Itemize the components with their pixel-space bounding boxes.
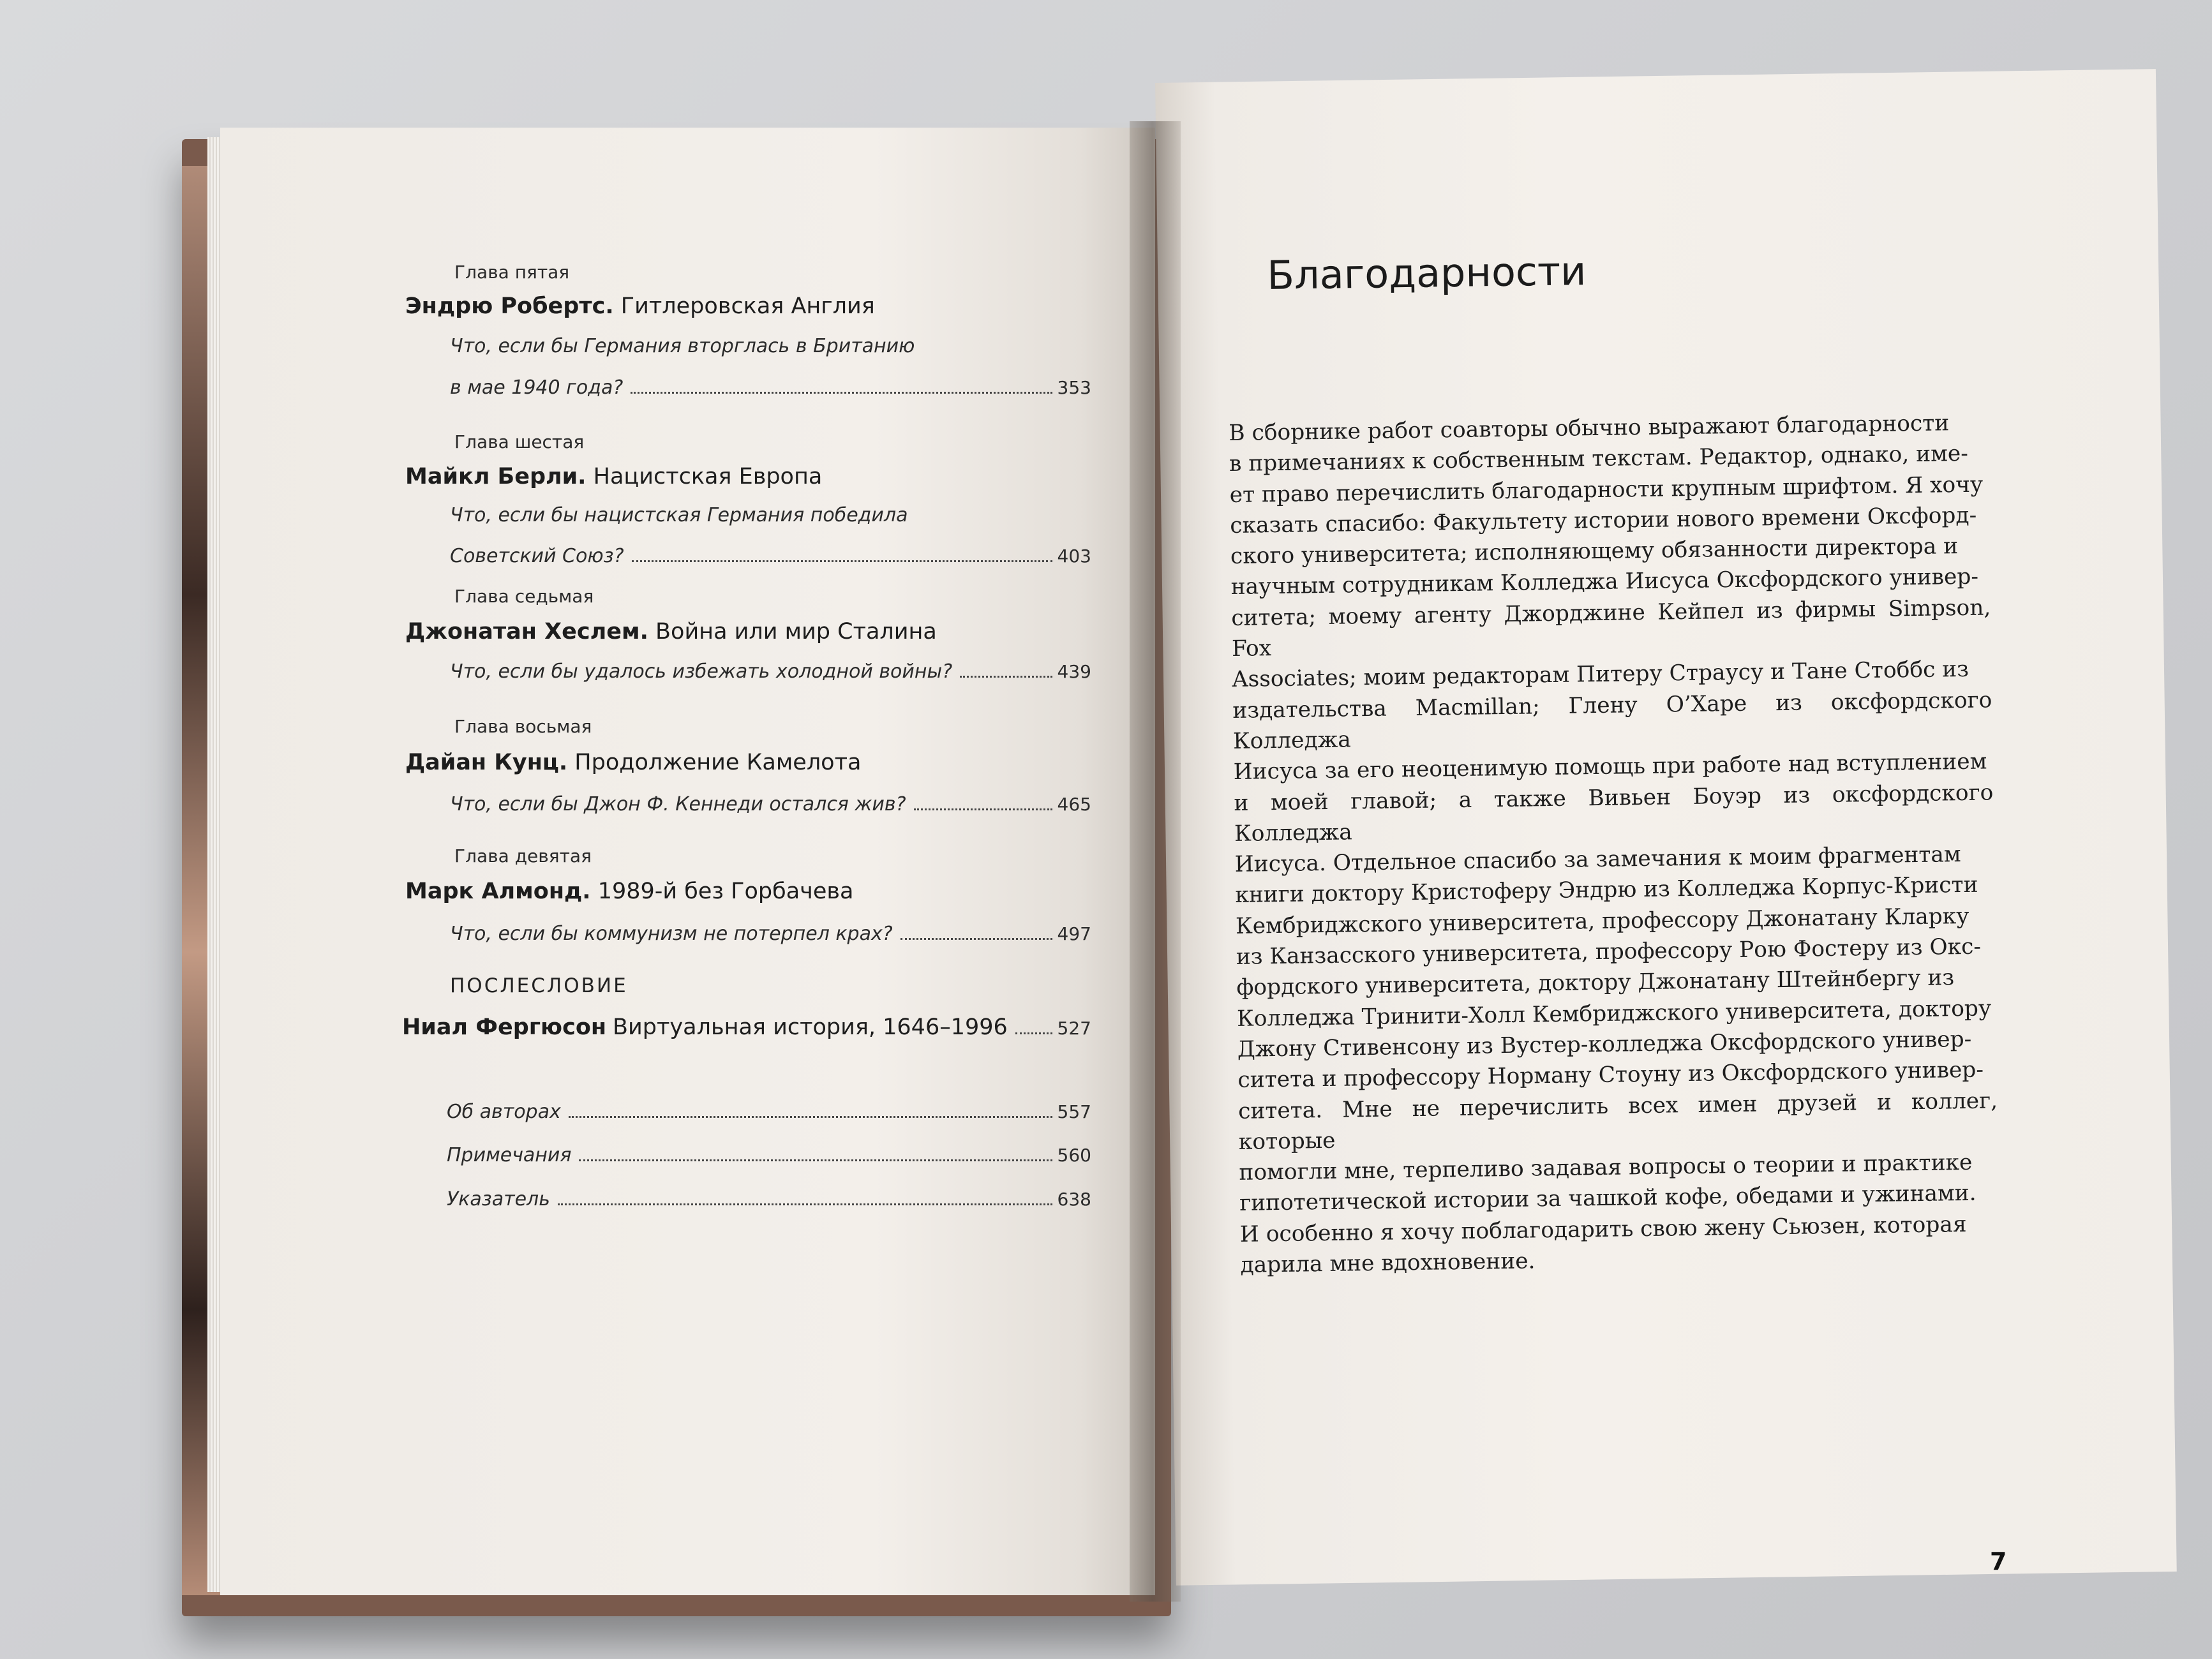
text-line: ситета. Мне не перечислить всех имен друзей и коллег, которые (1237, 1087, 1998, 1155)
chapter-heading (405, 294, 875, 319)
chapter-author: Майкл Берли. (405, 464, 587, 489)
chapter-author: Марк Алмонд. (405, 879, 591, 904)
text-line: ет право перечислить благодарности крупным шрифтом. Я хочу (1229, 472, 1984, 508)
leader-dots (579, 1159, 1052, 1161)
leader-dots (1015, 1032, 1052, 1034)
text-line: Джону Стивенсону из Вустер-колледжа Оксфордского универ- (1237, 1026, 1972, 1062)
afterword-title: Виртуальная история, 1646–1996 (613, 1015, 1008, 1040)
back-matter-label: Указатель (447, 1188, 550, 1210)
acknowledgements-text (1229, 407, 2000, 1281)
leader-dots (631, 392, 1052, 394)
afterword-label: ПОСЛЕСЛОВИЕ (450, 974, 628, 997)
text-line: научным сотрудникам Колледжа Иисуса Оксфордского универ- (1230, 564, 1979, 600)
chapter-question: Что, если бы Джон Ф. Кеннеди остался жив? (450, 793, 906, 815)
text-line: книги доктору Кристоферу Эндрю из Колледжа Корпус-Кристи (1235, 872, 1978, 909)
text-line: В сборнике работ соавторы обычно выражают благодарности (1229, 410, 1950, 446)
toc-entry[interactable] (450, 923, 1091, 945)
chapter-title: Продолжение Камелота (574, 750, 862, 775)
text-line: из Канзасского университета, профессору Рою Фостеру из Окс- (1236, 934, 1982, 970)
toc-entry[interactable] (450, 660, 1091, 683)
text-line: ситета; моему агенту Джорджине Кейпел из фирмы Simpson, Fox (1231, 595, 1991, 662)
chapter-label: Глава шестая (454, 431, 585, 452)
text-line: Иисуса. Отдельное спасибо за замечания к моим фрагментам (1234, 842, 1961, 878)
chapter-label: Глава восьмая (454, 716, 592, 737)
page-ref: 638 (1057, 1189, 1091, 1210)
page-ref: 527 (1057, 1018, 1091, 1039)
chapter-question: в мае 1940 года? (450, 376, 624, 399)
back-matter-label: Об авторах (447, 1101, 561, 1123)
page-ref: 465 (1057, 794, 1091, 815)
afterword-author: Ниал Фергюсон (402, 1015, 607, 1040)
text-line: Кембриджского университета, профессору Джонатану Кларку (1235, 903, 1969, 939)
page-number: 7 (1990, 1547, 2007, 1575)
text-line: ского университета; исполняющему обязанности директора и (1230, 533, 1959, 570)
chapter-title: Нацистская Европа (593, 464, 823, 489)
text-line: гипотетической истории за чашкой кофе, обедами и ужинами. (1239, 1180, 1977, 1217)
chapter-question: Что, если бы коммунизм не потерпел крах? (450, 923, 893, 945)
page-ref: 353 (1057, 377, 1091, 398)
toc-entry-afterword[interactable] (402, 1015, 1091, 1040)
page-heading: Благодарности (1267, 248, 1587, 299)
chapter-author: Джонатан Хеслем. (405, 619, 648, 644)
toc-entry[interactable] (450, 793, 1091, 815)
chapter-heading (405, 619, 937, 644)
leader-dots (558, 1203, 1052, 1205)
page-ref: 403 (1057, 546, 1091, 567)
leader-dots (960, 676, 1052, 678)
toc-entry[interactable] (450, 376, 1091, 399)
text-line: и моей главой; а также Вивьен Боуэр из оксфордского Колледжа (1234, 779, 1994, 847)
page-ref: 439 (1057, 661, 1091, 682)
page-ref: 560 (1057, 1145, 1091, 1166)
chapter-question: Советский Союз? (450, 545, 624, 567)
text-line: И особенно я хочу поблагодарить свою жену Сьюзен, которая (1239, 1211, 1967, 1247)
text-line: дарила мне вдохновение. (1240, 1248, 1536, 1278)
chapter-title: Гитлеровская Англия (620, 294, 875, 319)
text-line: Иисуса за его неоценимую помощь при работе над вступлением (1233, 748, 1987, 785)
chapter-author: Дайан Кунц. (405, 750, 568, 775)
text-line: фордского университета, доктору Джонатану Штейнбергу из (1236, 965, 1955, 1001)
text-line: Associates; моим редакторам Питеру Страусу и Тане Стоббс из (1232, 657, 1969, 693)
chapter-label: Глава пятая (454, 262, 570, 283)
leader-dots (632, 560, 1052, 562)
leader-dots (900, 938, 1052, 940)
leader-dots (569, 1116, 1052, 1118)
chapter-label: Глава девятая (454, 845, 592, 867)
text-line: сказать спасибо: Факультету истории нового времени Оксфорд- (1230, 502, 1977, 539)
toc-entry-back-matter[interactable] (447, 1144, 1091, 1166)
toc-entry[interactable] (450, 545, 1091, 567)
chapter-heading (405, 464, 822, 489)
chapter-question: Что, если бы удалось избежать холодной войны? (450, 660, 953, 683)
chapter-author: Эндрю Робертс. (405, 294, 614, 319)
chapter-title: Война или мир Сталина (655, 619, 937, 644)
text-line: в примечаниях к собственным текстам. Редактор, однако, име- (1229, 441, 1969, 477)
page-ref: 497 (1057, 923, 1091, 944)
chapter-heading (405, 879, 853, 904)
text-line: Колледжа Тринити-Холл Кембриджского университета, доктору (1236, 995, 1992, 1032)
toc-entry-back-matter[interactable] (447, 1101, 1091, 1123)
leader-dots (914, 808, 1052, 810)
toc-entry-back-matter[interactable] (447, 1188, 1091, 1210)
page-ref: 557 (1057, 1101, 1091, 1122)
chapter-question: Что, если бы Германия вторглась в Британию (450, 335, 915, 357)
chapter-title: 1989-й без Горбачева (597, 879, 854, 904)
chapter-heading (405, 750, 861, 775)
text-line: помогли мне, терпеливо задавая вопросы о теории и практике (1239, 1149, 1973, 1186)
back-matter-label: Примечания (447, 1144, 572, 1166)
text-line: издательства Macmillan; Глену О’Харе из оксфордского Колледжа (1232, 687, 1992, 754)
chapter-label: Глава седьмая (454, 586, 594, 607)
chapter-question: Что, если бы нацистская Германия победила (450, 504, 908, 526)
text-line: ситета и профессору Норману Стоуну из Оксфордского универ- (1237, 1057, 1984, 1094)
